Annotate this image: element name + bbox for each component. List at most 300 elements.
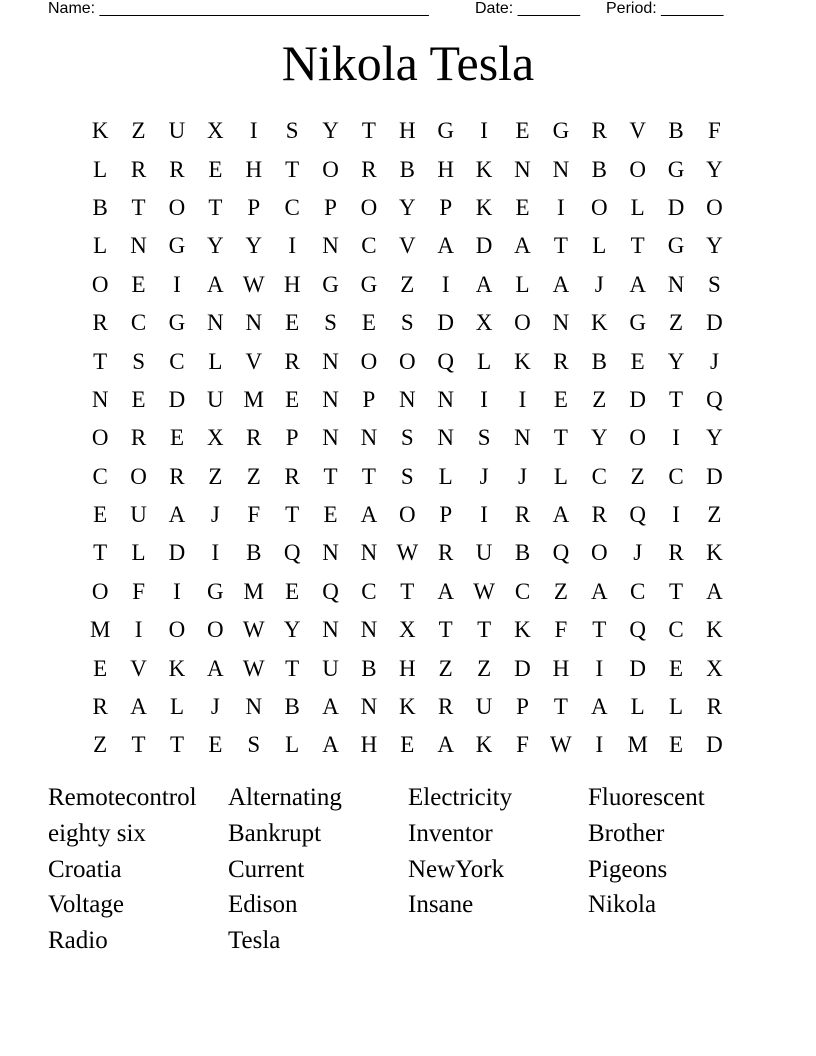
grid-letter[interactable]: E bbox=[93, 655, 108, 681]
grid-letter[interactable]: I bbox=[518, 386, 527, 412]
grid-letter[interactable]: I bbox=[480, 386, 488, 412]
grid-letter[interactable]: L bbox=[669, 694, 684, 720]
grid-letter[interactable]: T bbox=[592, 617, 607, 643]
grid-letter[interactable]: A bbox=[207, 655, 224, 681]
grid-letter[interactable]: A bbox=[552, 502, 570, 528]
grid-letter[interactable]: N bbox=[437, 386, 455, 412]
grid-letter[interactable]: E bbox=[208, 156, 223, 182]
grid-letter[interactable]: Y bbox=[245, 233, 263, 259]
grid-letter[interactable]: O bbox=[207, 617, 224, 643]
grid-letter[interactable]: S bbox=[285, 118, 299, 144]
grid-letter[interactable]: Z bbox=[592, 386, 607, 412]
grid-letter[interactable]: P bbox=[362, 386, 376, 412]
grid-letter[interactable]: G bbox=[437, 118, 455, 144]
grid-letter[interactable]: X bbox=[399, 617, 416, 643]
grid-letter[interactable]: N bbox=[245, 310, 263, 336]
grid-letter[interactable]: L bbox=[169, 694, 184, 720]
grid-letter[interactable]: P bbox=[324, 194, 337, 220]
grid-letter[interactable]: E bbox=[93, 502, 108, 528]
grid-letter[interactable]: K bbox=[706, 540, 723, 566]
grid-letter[interactable]: N bbox=[322, 233, 339, 259]
grid-letter[interactable]: I bbox=[595, 655, 604, 681]
grid-letter[interactable]: N bbox=[514, 425, 531, 451]
grid-letter[interactable]: R bbox=[706, 694, 723, 720]
grid-letter[interactable]: A bbox=[360, 502, 378, 528]
grid-letter[interactable]: U bbox=[130, 502, 147, 528]
grid-letter[interactable]: M bbox=[89, 617, 111, 643]
grid-letter[interactable]: L bbox=[630, 194, 645, 220]
grid-letter[interactable]: D bbox=[629, 655, 646, 681]
grid-letter[interactable]: O bbox=[91, 578, 109, 604]
grid-letter[interactable]: Q bbox=[322, 578, 339, 604]
grid-letter[interactable]: K bbox=[514, 348, 531, 374]
grid-letter[interactable]: N bbox=[552, 156, 570, 182]
grid-letter[interactable]: N bbox=[399, 386, 416, 412]
grid-letter[interactable]: I bbox=[173, 271, 181, 297]
grid-letter[interactable]: A bbox=[590, 578, 608, 604]
grid-letter[interactable]: T bbox=[285, 655, 300, 681]
grid-letter[interactable]: Q bbox=[706, 386, 723, 412]
grid-letter[interactable]: Z bbox=[553, 578, 568, 604]
grid-letter[interactable]: V bbox=[399, 233, 416, 259]
grid-letter[interactable]: X bbox=[207, 118, 224, 144]
name-field-label[interactable]: Name: _____________________________________ bbox=[48, 0, 429, 17]
grid-letter[interactable]: P bbox=[439, 194, 453, 220]
grid-letter[interactable]: H bbox=[283, 271, 301, 297]
grid-letter[interactable]: N bbox=[322, 348, 339, 374]
grid-letter[interactable]: G bbox=[667, 156, 685, 182]
grid-letter[interactable]: R bbox=[92, 694, 108, 720]
grid-letter[interactable]: I bbox=[672, 425, 680, 451]
grid-letter[interactable]: R bbox=[591, 118, 607, 144]
grid-letter[interactable]: N bbox=[667, 271, 685, 297]
grid-letter[interactable]: T bbox=[400, 578, 415, 604]
grid-letter[interactable]: E bbox=[323, 502, 338, 528]
grid-letter[interactable]: E bbox=[630, 348, 645, 374]
grid-letter[interactable]: W bbox=[550, 732, 572, 758]
grid-letter[interactable]: Y bbox=[706, 156, 723, 182]
grid-letter[interactable]: H bbox=[399, 655, 416, 681]
grid-letter[interactable]: S bbox=[247, 732, 261, 758]
grid-letter[interactable]: T bbox=[131, 732, 146, 758]
grid-letter[interactable]: R bbox=[553, 348, 569, 374]
grid-letter[interactable]: G bbox=[667, 233, 685, 259]
grid-letter[interactable]: S bbox=[132, 348, 145, 374]
grid-letter[interactable]: M bbox=[243, 578, 264, 604]
grid-letter[interactable]: W bbox=[242, 617, 265, 643]
grid-letter[interactable]: T bbox=[131, 194, 146, 220]
grid-letter[interactable]: W bbox=[242, 655, 265, 681]
grid-letter[interactable]: H bbox=[360, 732, 378, 758]
grid-letter[interactable]: D bbox=[437, 310, 455, 336]
grid-letter[interactable]: T bbox=[669, 578, 684, 604]
grid-letter[interactable]: Y bbox=[706, 425, 723, 451]
grid-letter[interactable]: N bbox=[360, 694, 378, 720]
word-list-item: Alternating bbox=[228, 784, 342, 811]
grid-letter[interactable]: T bbox=[361, 463, 376, 489]
grid-letter[interactable]: F bbox=[554, 617, 568, 643]
grid-letter[interactable]: L bbox=[515, 271, 530, 297]
grid-letter[interactable]: N bbox=[245, 694, 263, 720]
grid-letter[interactable]: Z bbox=[669, 310, 684, 336]
grid-letter[interactable]: U bbox=[168, 118, 186, 144]
grid-letter[interactable]: A bbox=[475, 271, 493, 297]
grid-letter[interactable]: P bbox=[285, 425, 299, 451]
grid-letter[interactable]: Z bbox=[208, 463, 223, 489]
grid-letter[interactable]: Z bbox=[93, 732, 108, 758]
grid-letter[interactable]: E bbox=[669, 655, 684, 681]
grid-letter[interactable]: A bbox=[437, 233, 455, 259]
grid-letter[interactable]: O bbox=[168, 194, 186, 220]
grid-row bbox=[81, 726, 734, 764]
grid-letter[interactable]: N bbox=[91, 386, 109, 412]
grid-letter[interactable]: A bbox=[629, 271, 646, 297]
grid-letter[interactable]: X bbox=[706, 655, 723, 681]
grid-letter[interactable]: A bbox=[437, 578, 455, 604]
grid-letter[interactable]: R bbox=[130, 156, 147, 182]
grid-letter[interactable]: B bbox=[92, 194, 108, 220]
grid-letter[interactable]: T bbox=[361, 118, 376, 144]
grid-letter[interactable]: H bbox=[437, 156, 455, 182]
grid-letter[interactable]: O bbox=[399, 502, 416, 528]
grid-letter[interactable]: E bbox=[400, 732, 415, 758]
grid-letter[interactable]: Y bbox=[207, 233, 224, 259]
grid-letter[interactable]: E bbox=[515, 118, 530, 144]
grid-letter[interactable]: I bbox=[557, 194, 565, 220]
grid-letter[interactable]: Z bbox=[630, 463, 645, 489]
grid-letter[interactable]: Y bbox=[667, 348, 685, 374]
grid-letter[interactable]: R bbox=[361, 156, 377, 182]
grid-letter[interactable]: Y bbox=[706, 233, 723, 259]
grid-letter[interactable]: Q bbox=[629, 502, 646, 528]
grid-letter[interactable]: G bbox=[629, 310, 646, 336]
grid-letter[interactable]: D bbox=[514, 655, 531, 681]
grid-letter[interactable]: J bbox=[479, 463, 489, 489]
grid-letter[interactable]: L bbox=[438, 463, 453, 489]
grid-letter[interactable]: K bbox=[475, 732, 493, 758]
grid-letter[interactable]: Z bbox=[246, 463, 261, 489]
grid-letter[interactable]: Z bbox=[131, 118, 146, 144]
grid-letter[interactable]: P bbox=[439, 502, 453, 528]
grid-letter[interactable]: L bbox=[285, 732, 300, 758]
grid-letter[interactable]: G bbox=[168, 233, 186, 259]
grid-letter[interactable]: U bbox=[475, 540, 493, 566]
grid-letter[interactable]: Z bbox=[400, 271, 415, 297]
grid-letter[interactable]: C bbox=[668, 617, 684, 643]
grid-letter[interactable]: J bbox=[210, 502, 220, 528]
grid-letter[interactable]: E bbox=[285, 386, 300, 412]
grid-letter[interactable]: W bbox=[242, 271, 265, 297]
grid-letter[interactable]: V bbox=[130, 655, 147, 681]
grid-letter[interactable]: E bbox=[515, 194, 530, 220]
grid-letter[interactable]: T bbox=[438, 617, 453, 643]
grid-letter[interactable]: D bbox=[629, 386, 646, 412]
grid-letter[interactable]: C bbox=[668, 463, 684, 489]
grid-letter[interactable]: V bbox=[629, 118, 646, 144]
grid-letter[interactable]: I bbox=[134, 617, 143, 643]
grid-letter[interactable]: B bbox=[361, 655, 377, 681]
grid-letter[interactable]: A bbox=[322, 694, 339, 720]
grid-letter[interactable]: D bbox=[475, 233, 493, 259]
grid-letter[interactable]: E bbox=[285, 310, 300, 336]
grid-letter[interactable]: O bbox=[360, 348, 378, 374]
grid-letter[interactable]: P bbox=[247, 194, 261, 220]
grid-letter[interactable]: N bbox=[130, 233, 147, 259]
grid-letter[interactable]: K bbox=[590, 310, 608, 336]
grid-letter[interactable]: K bbox=[91, 118, 109, 144]
grid-letter[interactable]: Q bbox=[283, 540, 301, 566]
grid-letter[interactable]: Z bbox=[707, 502, 722, 528]
grid-letter[interactable]: J bbox=[709, 348, 719, 374]
grid-letter[interactable]: X bbox=[207, 425, 224, 451]
grid-letter[interactable]: O bbox=[322, 156, 339, 182]
grid-letter[interactable]: I bbox=[672, 502, 680, 528]
grid-letter[interactable]: R bbox=[169, 463, 185, 489]
grid-letter[interactable]: V bbox=[245, 348, 263, 374]
grid-letter[interactable]: A bbox=[207, 271, 224, 297]
grid-letter[interactable]: N bbox=[360, 540, 378, 566]
grid-letter[interactable]: J bbox=[518, 463, 527, 489]
grid-letter[interactable]: M bbox=[243, 386, 264, 412]
grid-letter[interactable]: C bbox=[169, 348, 185, 374]
grid-letter[interactable]: T bbox=[553, 425, 568, 451]
grid-letter[interactable]: R bbox=[130, 425, 147, 451]
grid-letter[interactable]: R bbox=[284, 463, 300, 489]
word-list-item: Current bbox=[228, 855, 305, 883]
grid-letter[interactable]: E bbox=[361, 310, 376, 336]
grid-letter[interactable]: B bbox=[514, 540, 531, 566]
grid-letter[interactable]: C bbox=[361, 233, 377, 259]
grid-letter[interactable]: F bbox=[247, 502, 261, 528]
grid-letter[interactable]: A bbox=[168, 502, 186, 528]
grid-letter[interactable]: I bbox=[249, 118, 258, 144]
grid-letter[interactable]: E bbox=[553, 386, 568, 412]
grid-letter[interactable]: N bbox=[322, 386, 339, 412]
grid-letter[interactable]: E bbox=[285, 578, 300, 604]
grid-letter[interactable]: R bbox=[438, 540, 454, 566]
grid-letter[interactable]: R bbox=[92, 310, 108, 336]
grid-letter[interactable]: Z bbox=[477, 655, 492, 681]
grid-letter[interactable]: W bbox=[396, 540, 419, 566]
grid-letter[interactable]: C bbox=[514, 578, 531, 604]
grid-letter[interactable]: U bbox=[207, 386, 224, 412]
grid-letter[interactable]: G bbox=[168, 310, 186, 336]
grid-letter[interactable]: O bbox=[629, 156, 646, 182]
grid-letter[interactable]: Y bbox=[399, 194, 416, 220]
grid-letter[interactable]: R bbox=[438, 694, 454, 720]
grid-letter[interactable]: G bbox=[360, 271, 378, 297]
grid-letter[interactable]: O bbox=[130, 463, 147, 489]
grid-letter[interactable]: B bbox=[668, 118, 684, 144]
grid-letter[interactable]: A bbox=[590, 694, 608, 720]
grid-letter[interactable]: D bbox=[168, 386, 186, 412]
word-list-item: NewYork bbox=[408, 855, 505, 883]
grid-letter[interactable]: U bbox=[322, 655, 339, 681]
grid-letter[interactable]: T bbox=[553, 694, 568, 720]
grid-letter[interactable]: I bbox=[480, 502, 488, 528]
grid-letter[interactable]: C bbox=[629, 578, 646, 604]
grid-letter[interactable]: L bbox=[477, 348, 492, 374]
grid-letter[interactable]: K bbox=[475, 194, 493, 220]
grid-letter[interactable]: I bbox=[595, 732, 604, 758]
grid-letter[interactable]: O bbox=[168, 617, 186, 643]
grid-letter[interactable]: A bbox=[706, 578, 723, 604]
grid-letter[interactable]: K bbox=[706, 617, 723, 643]
grid-letter[interactable]: C bbox=[591, 463, 607, 489]
grid-letter[interactable]: Q bbox=[437, 348, 455, 374]
grid-letter[interactable]: O bbox=[590, 194, 608, 220]
grid-letter[interactable]: I bbox=[211, 540, 220, 566]
grid-letter[interactable]: T bbox=[93, 540, 108, 566]
grid-letter[interactable]: R bbox=[246, 425, 262, 451]
grid-letter[interactable]: O bbox=[91, 271, 109, 297]
grid-letter[interactable]: K bbox=[399, 694, 416, 720]
grid-letter[interactable]: N bbox=[322, 425, 339, 451]
grid-letter[interactable]: S bbox=[400, 463, 414, 489]
grid-letter[interactable]: H bbox=[399, 118, 416, 144]
grid-letter[interactable]: H bbox=[245, 156, 263, 182]
grid-letter[interactable]: Q bbox=[552, 540, 570, 566]
grid-letter[interactable]: M bbox=[627, 732, 648, 758]
grid-letter[interactable]: O bbox=[91, 425, 109, 451]
grid-letter[interactable]: I bbox=[288, 233, 296, 259]
grid-letter[interactable]: E bbox=[131, 386, 146, 412]
period-field-label[interactable]: Period: _______ bbox=[606, 0, 724, 17]
grid-letter[interactable]: O bbox=[360, 194, 378, 220]
grid-letter[interactable]: L bbox=[93, 156, 108, 182]
grid-letter[interactable]: K bbox=[514, 617, 531, 643]
grid-letter[interactable]: D bbox=[667, 194, 685, 220]
grid-letter[interactable]: E bbox=[169, 425, 184, 451]
grid-letter[interactable]: C bbox=[284, 194, 300, 220]
grid-letter[interactable]: L bbox=[131, 540, 146, 566]
grid-letter[interactable]: F bbox=[132, 578, 145, 604]
grid-letter[interactable]: R bbox=[668, 540, 684, 566]
grid-letter[interactable]: R bbox=[284, 348, 300, 374]
grid-letter[interactable]: T bbox=[208, 194, 223, 220]
grid-letter[interactable]: Y bbox=[322, 118, 339, 144]
grid-letter[interactable]: O bbox=[629, 425, 646, 451]
grid-letter[interactable]: Y bbox=[283, 617, 301, 643]
word-list-item: Fluorescent bbox=[588, 784, 705, 811]
grid-letter[interactable]: B bbox=[284, 694, 300, 720]
grid-letter[interactable]: T bbox=[169, 732, 184, 758]
grid-letter[interactable]: T bbox=[669, 386, 684, 412]
grid-letter[interactable]: X bbox=[475, 310, 493, 336]
grid-letter[interactable]: K bbox=[168, 655, 186, 681]
grid-letter[interactable]: D bbox=[706, 732, 723, 758]
grid-letter[interactable]: K bbox=[475, 156, 493, 182]
grid-letter[interactable]: B bbox=[246, 540, 262, 566]
grid-letter[interactable]: E bbox=[669, 732, 684, 758]
grid-letter[interactable]: L bbox=[208, 348, 223, 374]
grid-letter[interactable]: T bbox=[285, 156, 300, 182]
grid-letter[interactable]: L bbox=[553, 463, 568, 489]
page-title: Nikola Tesla bbox=[281, 35, 535, 91]
grid-letter[interactable]: Z bbox=[438, 655, 453, 681]
grid-letter[interactable]: J bbox=[633, 540, 643, 566]
grid-letter[interactable]: S bbox=[477, 425, 491, 451]
grid-letter[interactable]: E bbox=[131, 271, 146, 297]
grid-letter[interactable]: T bbox=[477, 617, 492, 643]
grid-letter[interactable]: N bbox=[360, 617, 378, 643]
grid-letter[interactable]: B bbox=[591, 156, 607, 182]
grid-letter[interactable]: P bbox=[516, 694, 529, 720]
grid-letter[interactable]: N bbox=[514, 156, 531, 182]
grid-letter[interactable]: R bbox=[169, 156, 185, 182]
grid-letter[interactable]: T bbox=[323, 463, 338, 489]
grid-letter[interactable]: L bbox=[93, 233, 108, 259]
grid-letter[interactable]: B bbox=[399, 156, 415, 182]
grid-letter[interactable]: S bbox=[400, 425, 414, 451]
grid-letter[interactable]: D bbox=[168, 540, 186, 566]
grid-letter[interactable]: T bbox=[93, 348, 108, 374]
grid-letter[interactable]: T bbox=[630, 233, 645, 259]
grid-letter[interactable]: I bbox=[173, 578, 181, 604]
grid-letter[interactable]: S bbox=[324, 310, 337, 336]
grid-letter[interactable]: A bbox=[514, 233, 531, 259]
grid-row bbox=[81, 649, 734, 687]
grid-letter[interactable]: N bbox=[360, 425, 378, 451]
grid-row bbox=[81, 573, 734, 611]
grid-letter[interactable]: L bbox=[592, 233, 607, 259]
grid-letter[interactable]: D bbox=[706, 310, 723, 336]
grid-letter[interactable]: R bbox=[591, 502, 607, 528]
grid-letter[interactable]: O bbox=[514, 310, 531, 336]
grid-letter[interactable]: C bbox=[92, 463, 108, 489]
grid-letter[interactable]: R bbox=[514, 502, 531, 528]
grid-letter[interactable]: G bbox=[207, 578, 224, 604]
grid-letter[interactable]: A bbox=[130, 694, 147, 720]
grid-letter[interactable]: W bbox=[473, 578, 495, 604]
grid-letter[interactable]: T bbox=[553, 233, 568, 259]
grid-letter[interactable]: N bbox=[322, 617, 339, 643]
grid-letter[interactable]: N bbox=[207, 310, 224, 336]
date-field-label[interactable]: Date: _______ bbox=[475, 0, 580, 17]
grid-letter[interactable]: J bbox=[594, 271, 604, 297]
grid-letter[interactable]: S bbox=[708, 271, 721, 297]
grid-letter[interactable]: O bbox=[399, 348, 416, 374]
grid-letter[interactable]: D bbox=[706, 463, 723, 489]
grid-letter[interactable]: L bbox=[630, 694, 645, 720]
grid-letter[interactable]: F bbox=[516, 732, 529, 758]
grid-letter[interactable]: O bbox=[706, 194, 723, 220]
grid-letter[interactable]: A bbox=[552, 271, 570, 297]
grid-letter[interactable]: O bbox=[590, 540, 608, 566]
grid-letter[interactable]: S bbox=[400, 310, 414, 336]
grid-letter[interactable]: U bbox=[475, 694, 493, 720]
grid-letter[interactable]: J bbox=[210, 694, 220, 720]
grid-letter[interactable]: H bbox=[552, 655, 570, 681]
grid-letter[interactable]: Y bbox=[590, 425, 608, 451]
grid-letter[interactable]: A bbox=[437, 732, 455, 758]
grid-letter[interactable]: C bbox=[361, 578, 377, 604]
grid-letter[interactable]: N bbox=[322, 540, 339, 566]
grid-letter[interactable]: C bbox=[130, 310, 147, 336]
grid-letter[interactable]: G bbox=[322, 271, 339, 297]
grid-letter[interactable]: I bbox=[480, 118, 488, 144]
grid-letter[interactable]: N bbox=[437, 425, 455, 451]
grid-letter[interactable]: E bbox=[208, 732, 223, 758]
grid-letter[interactable]: N bbox=[552, 310, 570, 336]
grid-letter[interactable]: T bbox=[285, 502, 300, 528]
grid-letter[interactable]: G bbox=[552, 118, 570, 144]
grid-letter[interactable]: I bbox=[441, 271, 450, 297]
grid-letter[interactable]: F bbox=[708, 118, 721, 144]
grid-letter[interactable]: A bbox=[322, 732, 339, 758]
grid-letter[interactable]: Q bbox=[629, 617, 646, 643]
grid-letter[interactable]: B bbox=[591, 348, 607, 374]
